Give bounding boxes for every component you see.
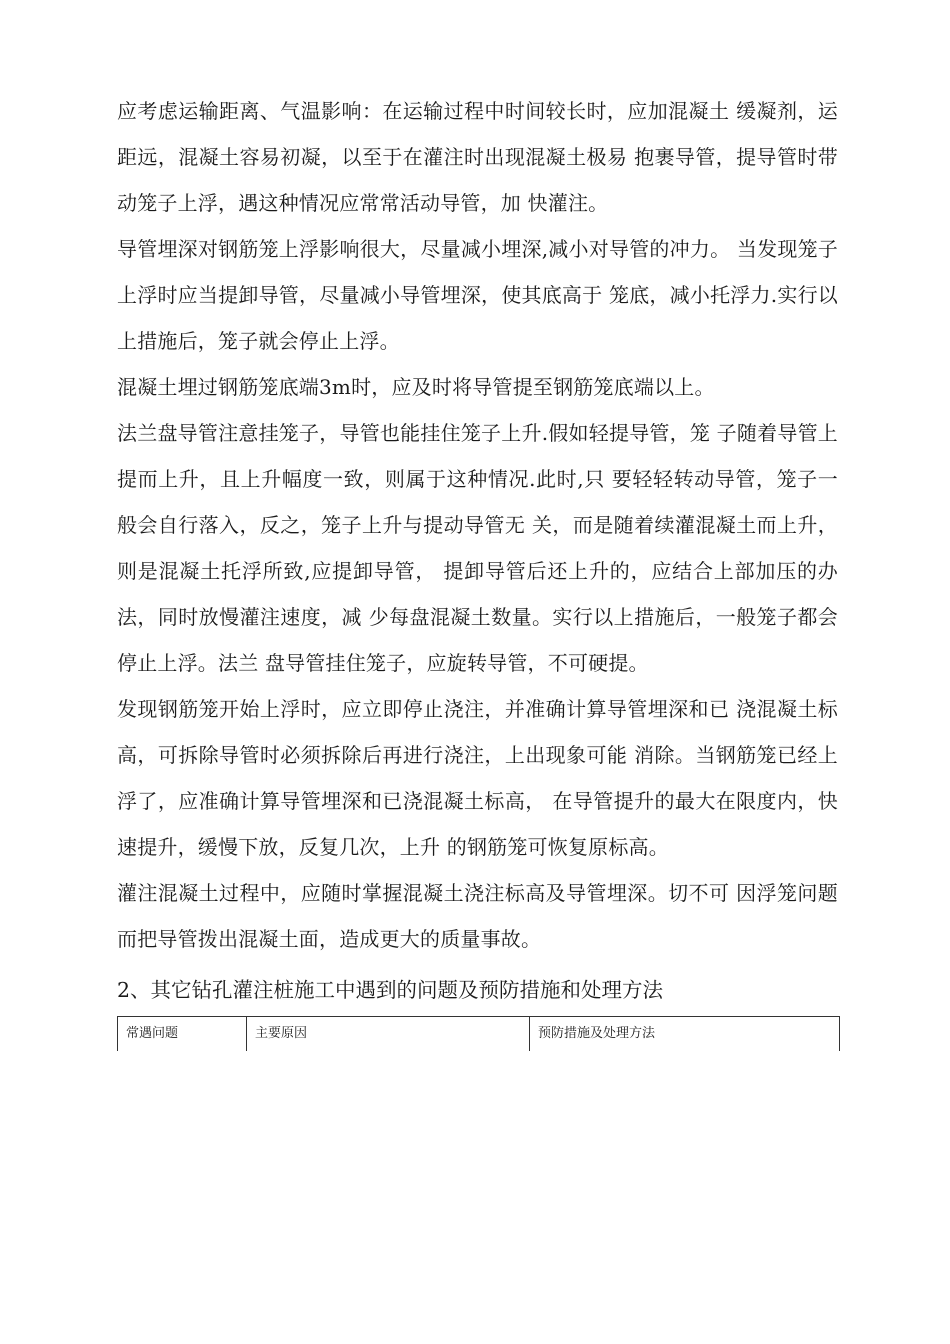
paragraph-3m-rule: 混凝土埋过钢筋笼底端3m时，应及时将导管提至钢筋笼底端以上。 (117, 375, 715, 399)
paragraph-monitor-elevation: 灌注混凝土过程中，应随时掌握混凝土浇注标高及导管埋深。切不可 因浮笼问题而把导管拨出混凝土面，造成更大的质量事故。 (117, 881, 838, 951)
header-main-cause: 主要原因 (247, 1017, 530, 1051)
section-heading: 2、其它钻孔灌注桩施工中遇到的问题及预防措施和处理方法 (117, 978, 664, 1002)
paragraph-transport: 应考虑运输距离、气温影响：在运输过程中时间较长时，应加混凝土 缓凝剂，运距远，混凝土容易初凝，以至于在灌注时出现混凝土极易 抱裹导管，提导管时带动笼子上浮，遇这种情况应常常活动导管，加 快灌注。 (117, 99, 838, 215)
header-prevention-method: 预防措施及处理方法 (530, 1017, 840, 1051)
paragraph-flange-pipe: 法兰盘导管注意挂笼子，导管也能挂住笼子上升.假如轻提导管，笼 子随着导管上提而上升，且上升幅度一致，则属于这种情况.此时,只 要轻轻转动导管，笼子一般会自行落入，反之，笼子上升与提动导管无 关，而是随着续灌混凝土而上升，则是混凝土托浮所致,应提卸导管， 提卸导管后还上升的，应结合上部加压的办法，同时放慢灌注速度，减 少每盘混凝土数量。实行以上措施后，一般笼子都会停止上浮。法兰 盘导管挂住笼子，应旋转导管，不可硬提。 (117, 421, 838, 675)
paragraph-stop-pouring: 发现钢筋笼开始上浮时，应立即停止浇注，并准确计算导管埋深和已 浇混凝土标高，可拆除导管时必须拆除后再进行浇注，上出现象可能 消除。当钢筋笼已经上浮了，应准确计算导管埋深和已浇混凝土标高， 在导管提升的最大在限度内，快速提升，缓慢下放，反复几次，上升 的钢筋笼可恢复原标高。 (117, 697, 838, 859)
issues-table (117, 1016, 840, 1051)
table-header-row (118, 1017, 840, 1051)
paragraph-pipe-depth: 导管埋深对钢筋笼上浮影响很大，尽量减小埋深,减小对导管的冲力。 当发现笼子上浮时应当提卸导管，尽量减小导管埋深，使其底高于 笼底，减小托浮力.实行以上措施后，笼子就会停止上浮。 (117, 237, 838, 353)
header-common-problem: 常遇问题 (118, 1017, 247, 1051)
